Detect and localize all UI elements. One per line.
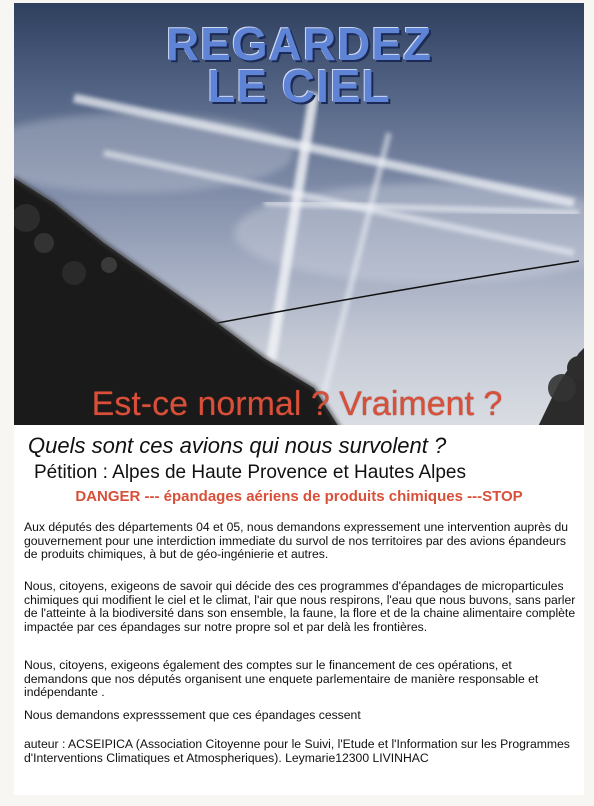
petition-heading: Pétition : Alpes de Haute Provence et Hautes Alpes: [34, 462, 466, 483]
author-credit: auteur : ACSEIPICA (Association Citoyenne pour le Suivi, l'Etude et l'Information sur les Programmes d'Interventions Climatiques et Atmospheriques). Leymarie12300 LIVINHAC: [24, 737, 570, 765]
title-line-2: LE CIEL: [207, 60, 391, 112]
petition-text-box: [14, 425, 584, 795]
title-line-1: REGARDEZ: [165, 18, 433, 70]
danger-banner: DANGER --- épandages aériens de produits chimiques ---STOP: [75, 488, 523, 505]
headline: Est-ce normal ? Vraiment ?: [91, 385, 503, 423]
paragraph-2: Nous, citoyens, exigeons de savoir qui décide des ces programmes d'épandages de microparticules chimiques qui modifient le ciel et le climat, l'air que nous respirons, l'eau que nous buvons, sans parler de l'atteinte à la biodiversité dans son ensemble, la faune, la flore et de la chaine alimentaire complète impactée par ces épandages sur notre propre sol et par delà les frontières.: [24, 579, 576, 634]
paragraph-3: Nous, citoyens, exigeons également des comptes sur le financement de ces opérations, et demandons que nos députés organisent une enquete parlementaire de manière responsable et indépendante .: [24, 658, 539, 700]
paragraph-4: Nous demandons expresssement que ces épandages cessent: [24, 708, 361, 722]
paragraph-1: Aux députés des départements 04 et 05, nous demandons expressement une intervention auprès du gouvernement pour une interdiction immediate du survol de nos territoires par des avions épandeurs de produits chimiques, à but de géo-ingénierie et autres.: [24, 520, 569, 562]
sky-photo: [14, 3, 584, 435]
question-subtitle: Quels sont ces avions qui nous survolent ?: [28, 433, 447, 458]
